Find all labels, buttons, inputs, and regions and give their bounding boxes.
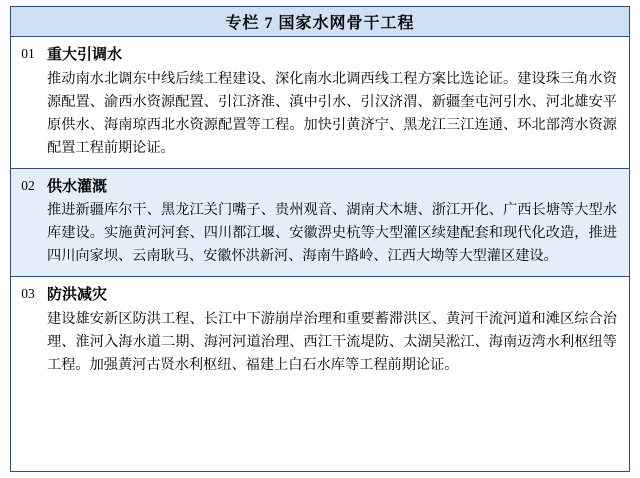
list-item — [11, 169, 629, 278]
box-title-bar — [11, 7, 629, 37]
item-content — [45, 277, 629, 385]
item-body: 推动南水北调东中线后续工程建设、深化南水北调西线工程方案比选论证。建设珠三角水资源配置、渝西水资源配置、引江济淮、滇中引水、引汉济渭、新疆奎屯河引水、河北雄安平原供水、海南琼西北水资源配置等工程。加快引黄济宁、黑龙江三江连通、环北部湾水资源配置工程前期论证。 — [47, 70, 617, 156]
item-heading: 防洪减灾 — [47, 287, 108, 303]
page-title: 专栏 7 国家水网骨干工程 — [225, 15, 415, 32]
item-content — [45, 37, 629, 168]
item-heading: 供水灌溉 — [47, 178, 108, 195]
item-body: 建设雄安新区防洪工程、长江中下游崩岸治理和重要蓄滞洪区、黄河干流河道和滩区综合治理、淮河入海水道二期、海河河道治理、西江干流堤防、太湖吴淞江、海南迈湾水利枢纽等工程。加强黄河古贤水利枢纽、福建上白石水库等工程前期论证。 — [47, 310, 617, 373]
item-content — [45, 169, 629, 277]
list-item — [11, 37, 629, 169]
special-column-box — [10, 6, 630, 472]
list-item — [11, 277, 629, 385]
item-number: 01 — [21, 46, 35, 61]
item-heading: 重大引调水 — [47, 47, 123, 63]
item-body: 推进新疆库尔干、黑龙江关门嘴子、贵州观音、湖南犬木塘、浙江开化、广西长塘等大型水库建设。实施黄河河套、四川都江堰、安徽淠史杭等大型灌区续建配套和现代化改造，推进四川向家坝、云南耿马、安徽怀洪新河、海南牛路岭、江西大坳等大型灌区建设。 — [47, 202, 617, 264]
items-list — [11, 37, 629, 471]
item-number: 03 — [21, 286, 35, 301]
item-number: 02 — [21, 177, 35, 193]
